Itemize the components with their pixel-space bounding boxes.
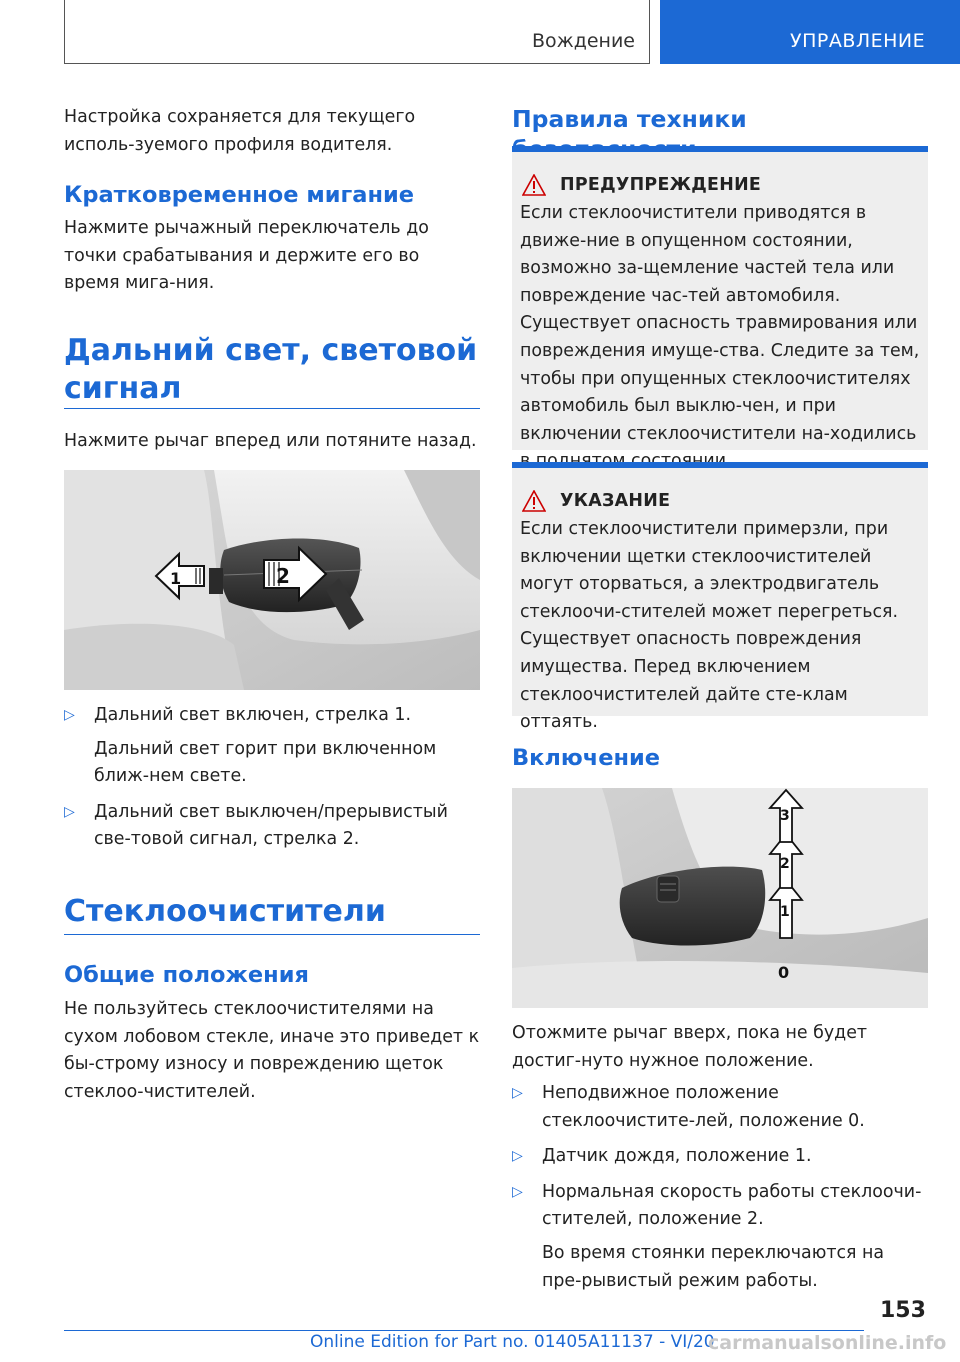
warning-box bbox=[512, 146, 928, 450]
intro-paragraph: Настройка сохраняется для текущего исполь-зуемого профиля водителя. bbox=[64, 107, 416, 155]
wipers-heading: Стеклоочистители bbox=[64, 894, 386, 929]
header-section-label: Вождение bbox=[531, 30, 635, 52]
position-0-label: 0 bbox=[778, 963, 790, 982]
bullet-triangle-icon: ▷ bbox=[64, 707, 75, 723]
position-1-label: 1 bbox=[780, 904, 790, 920]
flash-heading: Кратковременное мигание bbox=[64, 182, 415, 208]
position-2-label: 2 bbox=[780, 856, 790, 872]
list-item: ▷ Неподвижное положение стеклоочистите-лей, положение 0. bbox=[512, 1080, 928, 1135]
bullet-triangle-icon: ▷ bbox=[64, 803, 75, 820]
bullet-triangle-icon: ▷ bbox=[512, 1085, 523, 1101]
header-section-tab bbox=[64, 0, 650, 64]
warning-label: ПРЕДУПРЕЖДЕНИЕ bbox=[560, 175, 762, 195]
on-heading: Включение bbox=[512, 745, 661, 771]
footer-edition: Online Edition for Part no. 01405A11137 - VI/20 bbox=[310, 1332, 715, 1352]
position-3-label: 3 bbox=[780, 808, 790, 824]
footer-divider bbox=[64, 1330, 864, 1331]
header-chapter-label: УПРАВЛЕНИЕ bbox=[790, 30, 926, 52]
notice-box bbox=[512, 462, 928, 733]
highbeam-lever-figure bbox=[64, 470, 480, 690]
highbeam-heading-line1: Дальний свет, световой bbox=[64, 333, 478, 368]
wiper-lever-figure bbox=[512, 788, 928, 1008]
list-item: ▷ Дальний свет выключен/прерывистый све-товой сигнал, стрелка 2. bbox=[64, 799, 480, 854]
highbeam-list bbox=[64, 702, 480, 854]
notice-label: УКАЗАНИЕ bbox=[560, 491, 671, 511]
highbeam-heading bbox=[64, 332, 480, 408]
wiper-lever-switch bbox=[657, 876, 679, 902]
general-heading: Общие положения bbox=[64, 962, 309, 988]
watermark: carmanualsonline.info bbox=[708, 1332, 947, 1354]
notice-triangle-icon bbox=[522, 490, 546, 512]
highbeam-paragraph: Нажмите рычаг вперед или потяните назад. bbox=[64, 431, 477, 451]
arrow-1-label: 1 bbox=[170, 569, 182, 588]
highbeam-heading-line2: сигнал bbox=[64, 371, 182, 406]
on-list bbox=[512, 1080, 928, 1295]
bullet-triangle-icon: ▷ bbox=[512, 1183, 523, 1200]
notice-text: Если стеклоочистители примерзли, при включении щетки стеклоочистителей могут оторваться, а электродвигатель стеклоочи-стителей может перегреться. Существует опасность повреждения имущества. Перед включением стеклоочистителей дайте сте-клам оттаять. bbox=[520, 519, 899, 733]
lever-button-ridge bbox=[209, 568, 223, 594]
header-chapter-tab bbox=[660, 0, 960, 64]
warning-text: Если стеклоочистители приводятся в движе-ние в опущенном состоянии, возможно за-щемление частей тела или повреждение час-тей автомобиля. Существует опасность травмирования или повреждения имуще-ства. Следите за тем, чтобы при опущенных стеклоочистителях автомобиль был выклю-чен, и при включении стеклоочистители на-ходились bbox=[520, 203, 920, 444]
general-paragraph: Не пользуйтесь стеклоочистителями на сухом лобовом стекле, иначе это приведет к бы-строму износу и повреждению щеток стеклоо-чистителей. bbox=[64, 999, 480, 1102]
arrow-2-label: 2 bbox=[276, 564, 290, 588]
wipers-divider bbox=[64, 934, 480, 935]
flash-paragraph: Нажмите рычажный переключатель до точки срабатывания и держите его во время мига-ния. bbox=[64, 218, 429, 294]
list-item: ▷ Нормальная скорость работы стеклоочи-стителей, положение 2. Во время стоянки переключаются на пре-рывистый режим работы. bbox=[512, 1179, 928, 1295]
page-number: 153 bbox=[880, 1298, 926, 1323]
bullet-triangle-icon: ▷ bbox=[512, 1148, 523, 1165]
list-item: ▷ Датчик дождя, положение 1. bbox=[512, 1143, 928, 1171]
safety-heading: Правила техники bbox=[512, 105, 747, 133]
warning-triangle-icon bbox=[522, 174, 546, 196]
list-item: ▷ Дальний свет включен, стрелка 1. Дальний свет горит при включенном ближ-нем свете. bbox=[64, 702, 480, 791]
highbeam-divider bbox=[64, 408, 480, 409]
on-paragraph: Отожмите рычаг вверх, пока не будет достиг-нуто нужное положение. bbox=[512, 1023, 868, 1071]
